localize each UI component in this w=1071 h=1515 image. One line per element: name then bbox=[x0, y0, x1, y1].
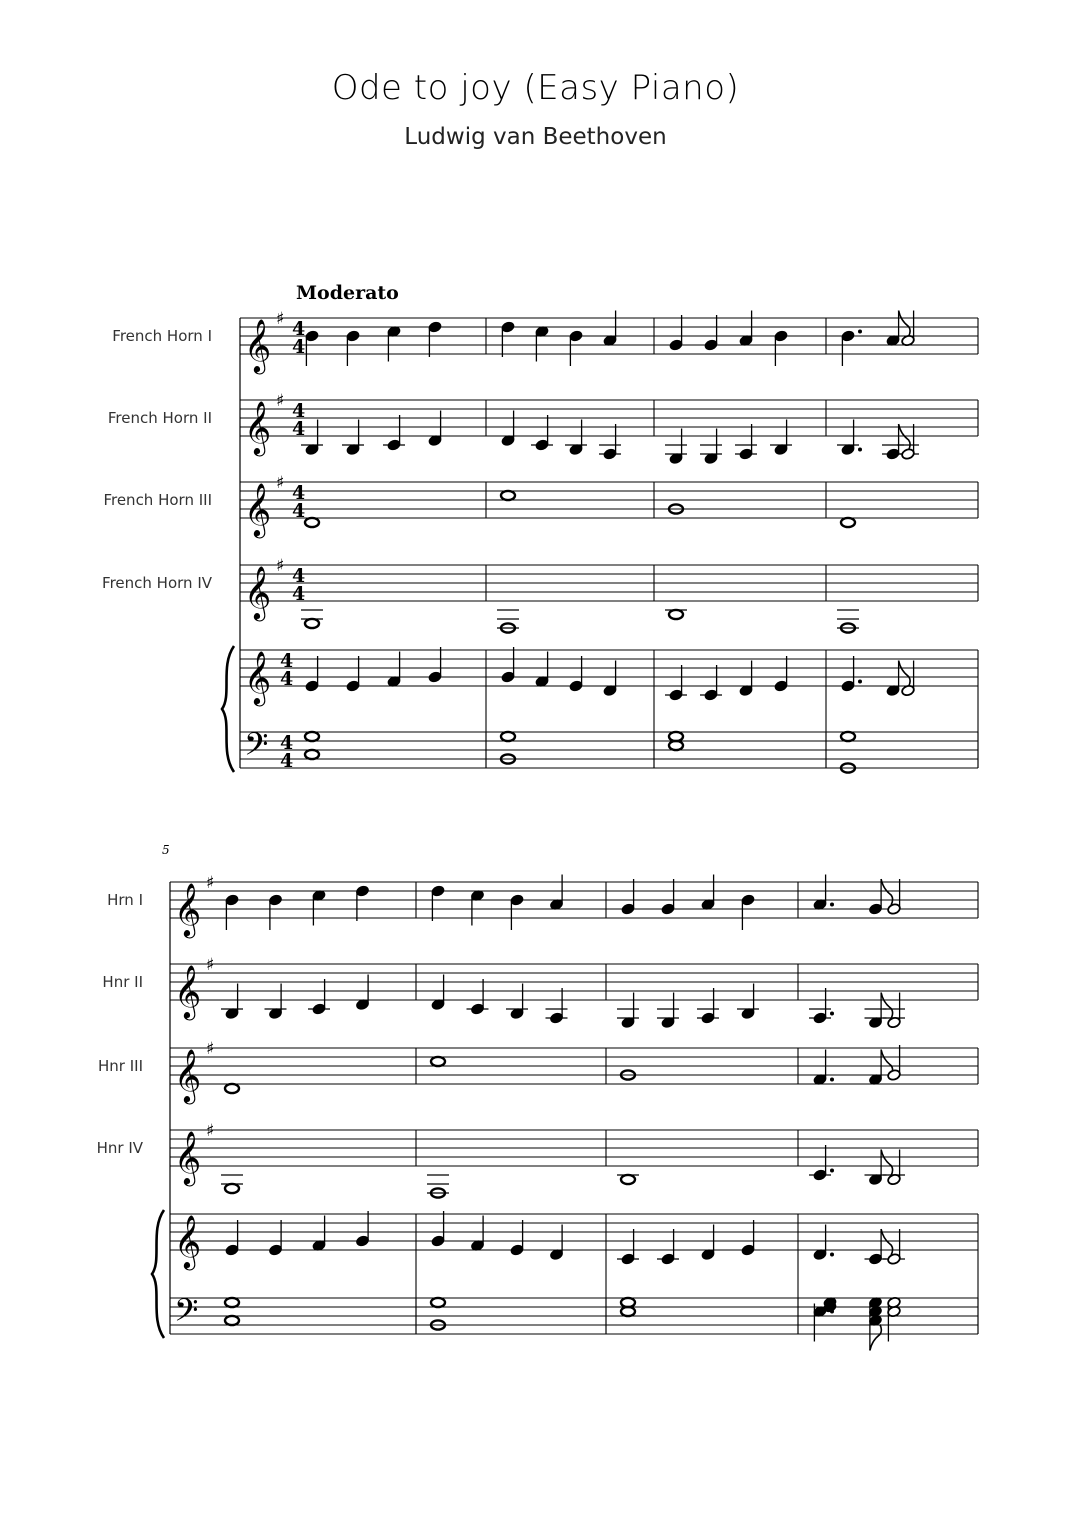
note bbox=[700, 665, 722, 701]
time-signature-numerator: 4 bbox=[280, 732, 294, 754]
system-1 bbox=[102, 309, 978, 773]
horn1-staff bbox=[170, 873, 978, 938]
note bbox=[268, 894, 282, 930]
note bbox=[665, 429, 687, 465]
note bbox=[501, 411, 515, 447]
note bbox=[501, 321, 515, 357]
measure-number: 5 bbox=[162, 843, 170, 857]
dot bbox=[830, 1301, 834, 1305]
instrument-label: French Horn II bbox=[107, 409, 212, 427]
note bbox=[813, 1225, 834, 1261]
notehead bbox=[501, 491, 515, 500]
instrument-label: Hnr IV bbox=[96, 1139, 143, 1157]
note bbox=[308, 979, 330, 1015]
note bbox=[901, 311, 915, 347]
note bbox=[617, 993, 639, 1029]
note bbox=[301, 610, 323, 628]
notehead bbox=[225, 1316, 239, 1325]
note bbox=[346, 330, 360, 366]
note bbox=[901, 661, 915, 697]
note bbox=[809, 1145, 834, 1181]
note bbox=[887, 1296, 901, 1341]
key-signature-sharp-icon: ♯ bbox=[276, 391, 285, 411]
treble-clef-icon: 𝄞 bbox=[244, 565, 272, 619]
note bbox=[546, 988, 568, 1024]
note bbox=[431, 1057, 445, 1066]
notehead bbox=[431, 1057, 445, 1066]
time-signature-denominator: 4 bbox=[292, 500, 306, 522]
treble-clef-icon: 𝄞 bbox=[174, 1130, 202, 1184]
note bbox=[355, 975, 369, 1011]
note bbox=[813, 875, 834, 911]
notehead bbox=[305, 619, 319, 628]
note bbox=[265, 984, 287, 1020]
treble-clef-icon: 𝄞 bbox=[174, 1048, 202, 1102]
note bbox=[617, 1175, 639, 1184]
notehead bbox=[305, 732, 319, 741]
time-signature-denominator: 4 bbox=[280, 668, 294, 690]
note bbox=[268, 1220, 282, 1256]
note bbox=[701, 875, 715, 911]
note bbox=[669, 315, 683, 351]
note bbox=[701, 1225, 715, 1261]
note bbox=[739, 661, 753, 697]
note bbox=[506, 984, 528, 1020]
treble-clef-icon: 𝄞 bbox=[244, 650, 272, 704]
note bbox=[741, 1220, 755, 1256]
flag bbox=[899, 424, 911, 450]
flag bbox=[870, 1325, 882, 1351]
note bbox=[549, 875, 563, 911]
notehead bbox=[225, 1184, 239, 1193]
note bbox=[221, 1175, 243, 1193]
flag bbox=[899, 311, 911, 337]
note bbox=[497, 610, 519, 633]
treble-clef-icon: 𝄞 bbox=[244, 482, 272, 536]
notehead bbox=[225, 1298, 239, 1307]
note bbox=[603, 311, 617, 347]
note bbox=[535, 652, 549, 688]
note bbox=[531, 415, 553, 451]
note bbox=[501, 647, 515, 683]
note bbox=[305, 330, 319, 366]
instrument-label: French Horn IV bbox=[102, 574, 212, 592]
notehead bbox=[841, 732, 855, 741]
note bbox=[387, 325, 401, 361]
dot bbox=[830, 903, 834, 907]
note bbox=[470, 889, 484, 925]
note bbox=[221, 984, 243, 1020]
note bbox=[621, 1298, 635, 1316]
time-signature-denominator: 4 bbox=[292, 336, 306, 358]
bass-clef-icon: 𝄢 bbox=[244, 726, 269, 770]
note bbox=[467, 979, 489, 1015]
note bbox=[697, 988, 719, 1024]
piano_lh-staff bbox=[170, 1292, 978, 1336]
piano-brace bbox=[152, 1210, 164, 1338]
note bbox=[841, 732, 855, 773]
note bbox=[868, 1050, 892, 1086]
note bbox=[569, 656, 583, 692]
note bbox=[387, 652, 401, 688]
note bbox=[737, 984, 759, 1020]
time-signature-denominator: 4 bbox=[292, 583, 306, 605]
note bbox=[741, 894, 755, 930]
treble-clef-icon: 𝄞 bbox=[244, 318, 272, 372]
time-signature-numerator: 4 bbox=[292, 482, 306, 504]
note bbox=[774, 330, 788, 366]
composer-name: Ludwig van Beethoven bbox=[404, 124, 667, 150]
note bbox=[813, 1050, 834, 1086]
note bbox=[535, 325, 549, 361]
key-signature-sharp-icon: ♯ bbox=[206, 873, 215, 893]
note bbox=[431, 885, 445, 921]
note bbox=[837, 420, 862, 456]
note bbox=[617, 1229, 639, 1265]
note bbox=[312, 889, 326, 925]
time-signature-numerator: 4 bbox=[292, 318, 306, 340]
note bbox=[883, 1150, 905, 1186]
note bbox=[661, 879, 675, 915]
tempo-marking: Moderato bbox=[296, 282, 399, 304]
treble-clef-icon: 𝄞 bbox=[174, 1214, 202, 1268]
note bbox=[774, 656, 788, 692]
piano_lh-staff bbox=[240, 726, 978, 772]
time-signature-denominator: 4 bbox=[292, 418, 306, 440]
note bbox=[657, 1229, 679, 1265]
horn3-staff bbox=[170, 1039, 978, 1104]
note bbox=[225, 1084, 239, 1093]
note bbox=[665, 665, 687, 701]
flag bbox=[881, 1229, 893, 1255]
horn2-staff bbox=[170, 955, 978, 1020]
key-signature-sharp-icon: ♯ bbox=[206, 1121, 215, 1141]
note bbox=[599, 424, 621, 460]
notehead bbox=[501, 732, 515, 741]
note bbox=[669, 732, 683, 750]
note bbox=[305, 732, 319, 759]
instrument-label: French Horn III bbox=[103, 491, 212, 509]
note bbox=[813, 1296, 837, 1341]
instrument-label: Hnr II bbox=[102, 973, 143, 991]
note bbox=[841, 656, 862, 692]
note bbox=[428, 647, 442, 683]
score-title: Ode to joy (Easy Piano) bbox=[331, 68, 740, 108]
instrument-label: Hrn I bbox=[107, 891, 143, 909]
flag bbox=[881, 993, 893, 1019]
treble-clef-icon: 𝄞 bbox=[244, 400, 272, 454]
note bbox=[355, 1211, 369, 1247]
note bbox=[887, 879, 901, 915]
note bbox=[700, 429, 722, 465]
dot bbox=[830, 1169, 834, 1173]
note bbox=[355, 885, 369, 921]
note bbox=[621, 879, 635, 915]
note bbox=[346, 656, 360, 692]
note bbox=[770, 420, 792, 456]
treble-clef-icon: 𝄞 bbox=[174, 882, 202, 936]
note bbox=[225, 1298, 239, 1325]
treble-clef-icon: 𝄞 bbox=[174, 964, 202, 1018]
dot bbox=[830, 1310, 834, 1314]
time-signature-numerator: 4 bbox=[292, 565, 306, 587]
key-signature-sharp-icon: ♯ bbox=[276, 309, 285, 329]
note bbox=[704, 315, 718, 351]
note bbox=[841, 330, 862, 367]
horn3-staff bbox=[240, 473, 978, 538]
dot bbox=[830, 1253, 834, 1257]
note bbox=[739, 311, 753, 347]
piano_rh-staff bbox=[170, 1214, 978, 1270]
notehead bbox=[305, 518, 319, 527]
notehead bbox=[431, 1298, 445, 1307]
notehead bbox=[225, 1084, 239, 1093]
key-signature-sharp-icon: ♯ bbox=[276, 556, 285, 576]
time-signature-numerator: 4 bbox=[280, 650, 294, 672]
note bbox=[470, 1216, 484, 1252]
dot bbox=[858, 680, 862, 684]
note bbox=[549, 1225, 563, 1261]
piano-brace bbox=[222, 646, 234, 772]
note bbox=[305, 656, 319, 692]
note bbox=[225, 1220, 239, 1256]
note bbox=[883, 1229, 905, 1265]
note bbox=[428, 411, 442, 447]
dot bbox=[830, 1012, 834, 1016]
note bbox=[603, 661, 617, 697]
key-signature-sharp-icon: ♯ bbox=[206, 1039, 215, 1059]
note bbox=[868, 1296, 882, 1350]
flag bbox=[899, 661, 911, 687]
note bbox=[510, 894, 524, 930]
key-signature-sharp-icon: ♯ bbox=[276, 473, 285, 493]
flag bbox=[881, 879, 893, 905]
note bbox=[735, 424, 757, 460]
note bbox=[510, 1220, 524, 1256]
note bbox=[312, 1216, 326, 1252]
notehead bbox=[305, 750, 319, 759]
dot bbox=[858, 448, 862, 452]
note bbox=[383, 415, 405, 451]
note bbox=[428, 321, 442, 357]
note bbox=[665, 610, 687, 619]
notehead bbox=[621, 1175, 635, 1184]
flag bbox=[881, 1150, 893, 1176]
note bbox=[883, 993, 905, 1029]
instrument-label: Hnr III bbox=[98, 1057, 143, 1075]
note bbox=[431, 975, 445, 1011]
dot bbox=[858, 330, 862, 334]
horn4-staff bbox=[170, 1121, 978, 1186]
note bbox=[225, 894, 239, 930]
dot bbox=[830, 1078, 834, 1082]
note bbox=[305, 518, 319, 527]
note bbox=[841, 518, 855, 527]
note bbox=[501, 491, 515, 500]
note bbox=[809, 988, 834, 1024]
note bbox=[342, 420, 364, 456]
note bbox=[565, 420, 587, 456]
system-2 bbox=[97, 843, 978, 1351]
key-signature-sharp-icon: ♯ bbox=[206, 955, 215, 975]
note bbox=[837, 610, 859, 633]
time-signature-numerator: 4 bbox=[292, 400, 306, 422]
note bbox=[569, 330, 583, 366]
notehead bbox=[669, 610, 683, 619]
note bbox=[431, 1211, 445, 1247]
instrument-label: French Horn I bbox=[112, 327, 212, 345]
notehead bbox=[841, 518, 855, 527]
time-signature-denominator: 4 bbox=[280, 750, 294, 772]
horn4-staff bbox=[240, 556, 978, 621]
bass-clef-icon: 𝄢 bbox=[174, 1292, 199, 1336]
note bbox=[427, 1175, 449, 1198]
piano_rh-staff bbox=[240, 650, 978, 706]
note bbox=[657, 993, 679, 1029]
